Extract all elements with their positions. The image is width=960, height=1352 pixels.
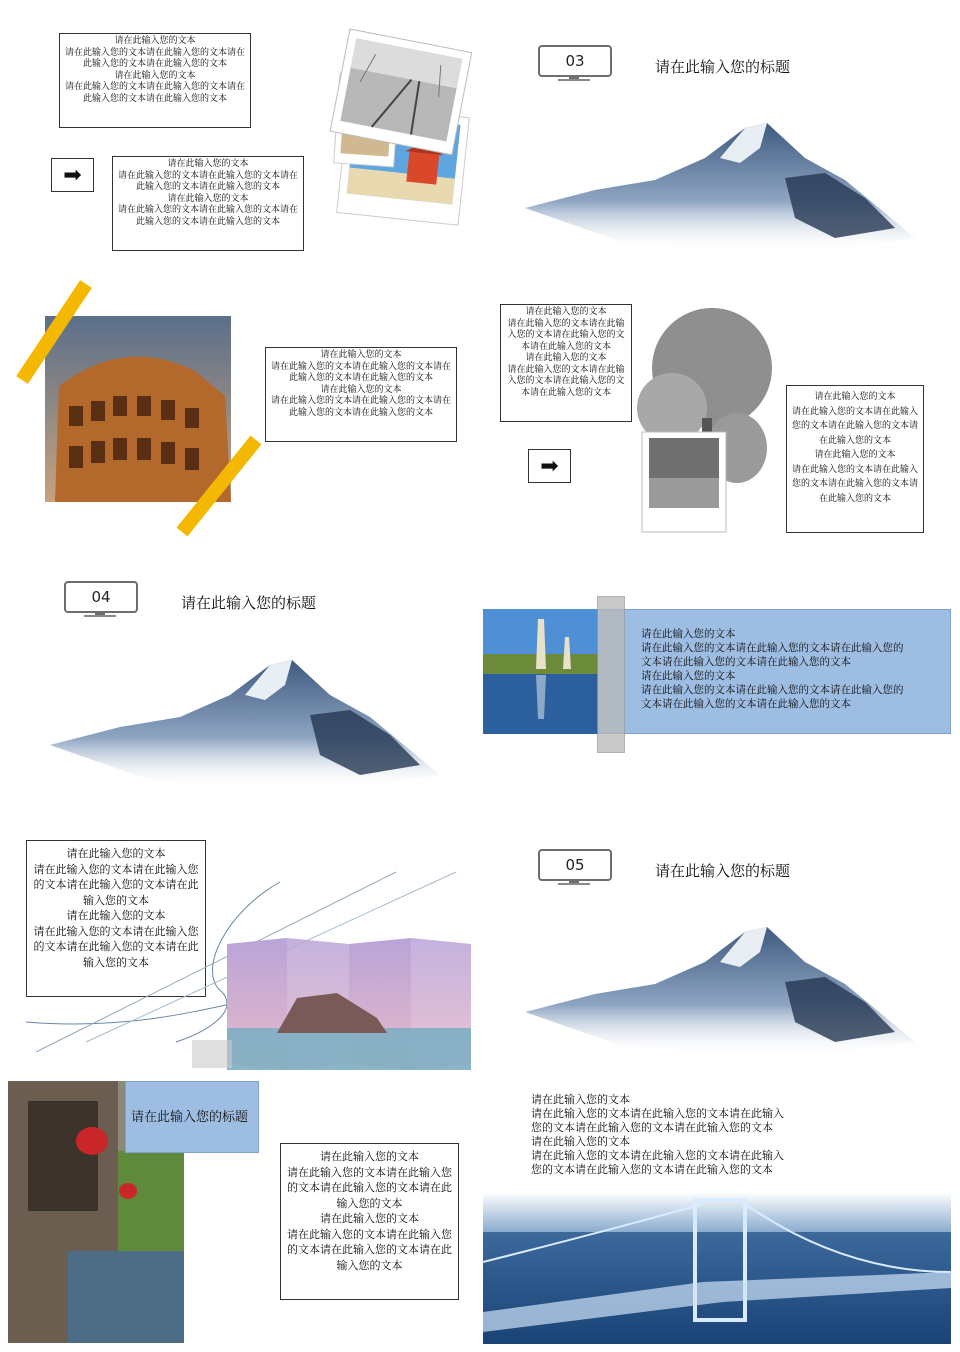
panel-title: 请在此输入您的标题 [131, 1110, 249, 1125]
section-number: 05 [538, 849, 612, 881]
shipwreck-folded-photo [227, 938, 471, 1070]
bridge-text: 请在此输入您的文本 请在此输入您的文本请在此输入您的文本请在此输入您的文本请在此输入您的文本请在此输入您的文本 请在此输入您的文本 请在此输入您的文本请在此输入您的文本请在此输入您的文本请在此输入您的文本请在此输入您的文本 [531, 1093, 784, 1176]
tape-decoration-bottom [174, 432, 264, 540]
bridge-photo [483, 1192, 951, 1344]
right-arrow-icon: ➡ [51, 158, 94, 192]
tree-photo [602, 298, 782, 538]
mountain-illustration [30, 655, 450, 805]
title-label-panel [125, 1081, 259, 1153]
text-box-1a: 请在此输入您的文本 请在此输入您的文本请在此输入您的文本请在此输入您的文本请在此输入您的文本 请在此输入您的文本 请在此输入您的文本请在此输入您的文本请在此输入您的文本请在此输入您的文本 [59, 33, 251, 128]
text-box-4a: 请在此输入您的文本 请在此输入您的文本请在此输入您的文本请在此输入您的文本请在此输入您的文本 请在此输入您的文本 请在此输入您的文本请在此输入您的文本请在此输入您的文本请在此输入您的文本 [500, 304, 632, 422]
panel-shadow [192, 1040, 232, 1068]
gray-strip [597, 596, 625, 753]
monitor-icon [64, 581, 136, 617]
section-number: 03 [538, 45, 612, 77]
text-box-9: 请在此输入您的文本 请在此输入您的文本请在此输入您的文本请在此输入您的文本请在此输入您的文本 请在此输入您的文本 请在此输入您的文本请在此输入您的文本请在此输入您的文本请在此输入您的文本 [280, 1143, 459, 1300]
mountain-illustration [505, 922, 925, 1072]
text-box-7: 请在此输入您的文本 请在此输入您的文本请在此输入您的文本请在此输入您的文本请在此输入您的文本 请在此输入您的文本 请在此输入您的文本请在此输入您的文本请在此输入您的文本请在此输入您的文本 [26, 840, 206, 997]
slide-title: 请在此输入您的标题 [655, 862, 791, 880]
mountain-illustration [505, 118, 925, 268]
text-box-1b: 请在此输入您的文本 请在此输入您的文本请在此输入您的文本请在此输入您的文本请在此输入您的文本 请在此输入您的文本 请在此输入您的文本请在此输入您的文本请在此输入您的文本请在此输入您的文本 [112, 156, 304, 251]
photo-collage [326, 25, 478, 245]
text-box-3: 请在此输入您的文本 请在此输入您的文本请在此输入您的文本请在此输入您的文本请在此输入您的文本 请在此输入您的文本 请在此输入您的文本请在此输入您的文本请在此输入您的文本请在此输入您的文本 [265, 347, 457, 442]
monitor-icon [538, 45, 610, 81]
monitor-icon [538, 849, 610, 885]
slide-title: 请在此输入您的标题 [181, 594, 317, 612]
slide-title: 请在此输入您的标题 [655, 58, 791, 76]
section-number: 04 [64, 581, 138, 613]
banner-text: 请在此输入您的文本 请在此输入您的文本请在此输入您的文本请在此输入您的文本请在此输入您的文本请在此输入您的文本 请在此输入您的文本 请在此输入您的文本请在此输入您的文本请在此输入您的文本请在此输入您的文本请在此输入您的文本 [641, 628, 904, 710]
tape-decoration-top [14, 276, 92, 388]
pagoda-lake-photo [483, 609, 598, 734]
right-arrow-icon: ➡ [528, 449, 571, 483]
text-box-4b: 请在此输入您的文本 请在此输入您的文本请在此输入您的文本请在此输入您的文本请在此输入您的文本 请在此输入您的文本 请在此输入您的文本请在此输入您的文本请在此输入您的文本请在此输入您的文本 [786, 385, 924, 533]
